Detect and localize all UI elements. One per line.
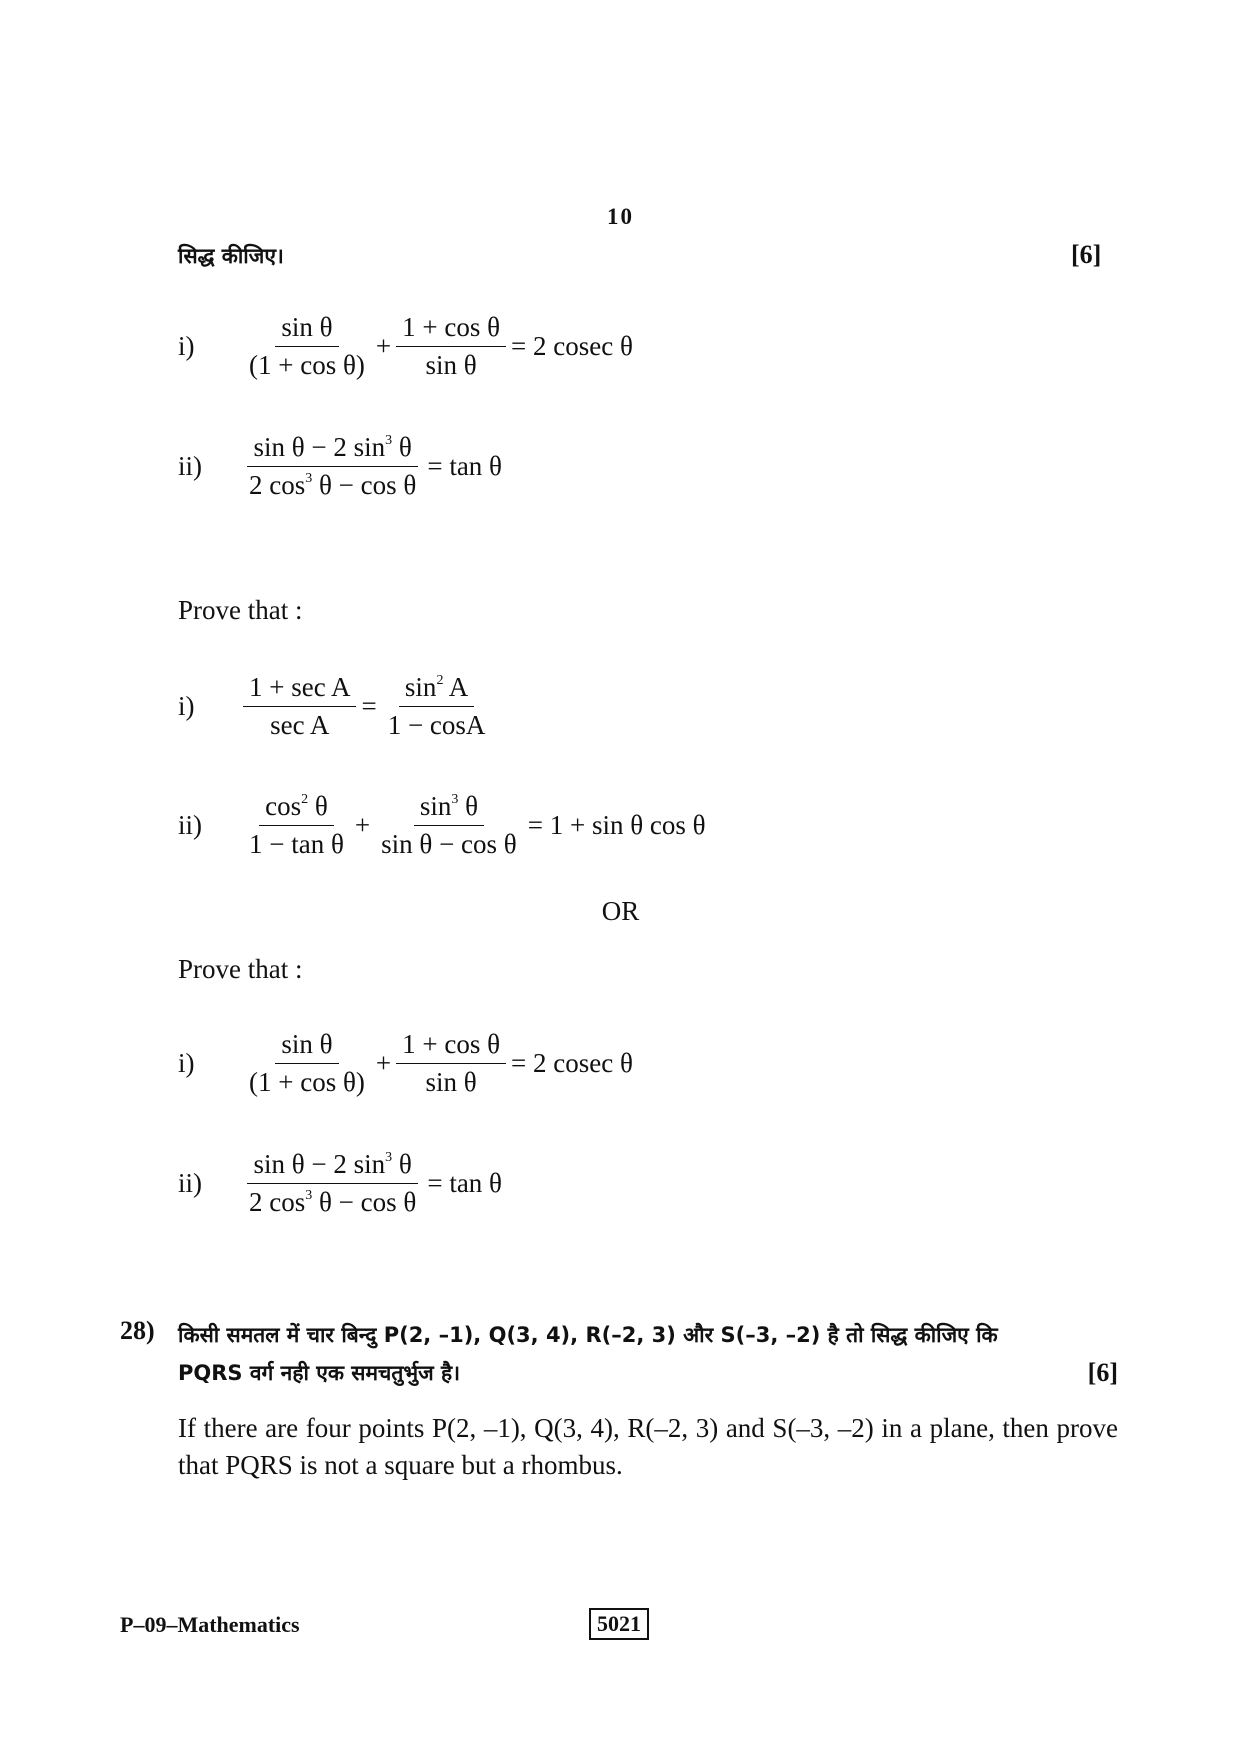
fraction — [243, 672, 356, 741]
equation-row — [178, 312, 635, 381]
numerator: sin θ − 2 $\sin^3 \theta$ — [247, 432, 417, 467]
fraction — [396, 1029, 506, 1098]
equation-row — [178, 791, 708, 860]
equation — [240, 432, 504, 501]
right-hand-side: = 2 cosec θ — [511, 331, 633, 361]
denominator: 2 $\cos^3 \theta - \cos \theta$ — [249, 470, 417, 500]
numerator: sin θ — [275, 312, 338, 347]
prove-that-heading: Prove that : — [178, 595, 303, 625]
numerator: $\cos^2 \theta$ — [259, 791, 334, 826]
question-hindi — [178, 1316, 1118, 1392]
denominator: sin θ — [425, 1067, 477, 1097]
numerator: 1 + cos θ — [396, 1029, 506, 1064]
question-hindi-line: किसी समतल में चार बिन्दु P(2, –1), Q(3, 4), R(–2, 3) और S(–3, –2) है तो सिद्ध कीजिए कि — [178, 1323, 998, 1347]
item-label: i) — [178, 691, 195, 721]
question-hindi-line: PQRS वर्ग नही एक समचतुर्भुज है। — [178, 1361, 461, 1385]
numerator: 1 + cos θ — [396, 312, 506, 347]
item-label: ii) — [178, 1168, 202, 1198]
item-label: ii) — [178, 451, 202, 481]
equation-row — [178, 432, 504, 501]
equation — [240, 312, 635, 381]
item-label: i) — [178, 1048, 195, 1078]
numerator: sin θ — [275, 1029, 338, 1064]
footer-subject: P–09–Mathematics — [120, 1612, 300, 1637]
fraction — [243, 312, 371, 381]
item-label: ii) — [178, 810, 202, 840]
equation — [240, 791, 708, 860]
equation-row — [178, 672, 494, 741]
numerator: $\sin^3 \theta$ — [414, 791, 484, 826]
denominator: 1 − cosA — [387, 710, 486, 740]
fraction — [396, 312, 506, 381]
right-hand-side: = 2 cosec θ — [511, 1048, 633, 1078]
numerator: $\sin^2 A$ — [399, 672, 474, 707]
denominator: sin θ − cos θ — [381, 829, 517, 859]
prove-that-heading: Prove that : — [178, 954, 303, 984]
equation-row — [178, 1029, 635, 1098]
denominator: sin θ — [425, 350, 477, 380]
hindi-instruction: सिद्ध कीजिए। — [178, 244, 284, 268]
question-english: If there are four points P(2, –1), Q(3, 4), R(–2, 3) and S(–3, –2) in a plane, then prove that PQRS is not a square but a rhombus. — [178, 1413, 1118, 1480]
fraction — [243, 791, 350, 860]
equation — [240, 1149, 504, 1218]
footer-paper-code: 5021 — [589, 1608, 649, 1640]
page-number: 10 — [607, 204, 634, 229]
fraction — [243, 1029, 371, 1098]
fraction — [243, 1149, 422, 1218]
numerator: 1 + sec A — [243, 672, 356, 707]
fraction — [382, 672, 492, 741]
item-label: i) — [178, 331, 195, 361]
equation-row — [178, 1149, 504, 1218]
denominator: 2 $\cos^3 \theta - \cos \theta$ — [249, 1187, 417, 1217]
denominator: sec A — [270, 710, 330, 740]
operator: + — [375, 1048, 392, 1078]
marks-q27: [6] — [1071, 240, 1102, 269]
operator: + — [354, 810, 371, 840]
equation — [240, 1029, 635, 1098]
denominator: (1 + cos θ) — [249, 350, 365, 380]
denominator: 1 − tan θ — [249, 829, 344, 859]
numerator: sin θ − 2 $\sin^3 \theta$ — [247, 1149, 417, 1184]
fraction — [243, 432, 422, 501]
or-divider: OR — [601, 896, 640, 926]
right-hand-side: = tan θ — [427, 1168, 502, 1198]
right-hand-side: = tan θ — [427, 451, 502, 481]
question-number: 28) — [120, 1316, 155, 1345]
denominator: (1 + cos θ) — [249, 1067, 365, 1097]
equation — [240, 672, 494, 741]
fraction — [375, 791, 523, 860]
right-hand-side: = 1 + sin θ cos θ — [527, 810, 706, 840]
operator: + — [375, 331, 392, 361]
operator: = — [361, 691, 377, 721]
marks-q28: [6] — [1087, 1358, 1118, 1387]
